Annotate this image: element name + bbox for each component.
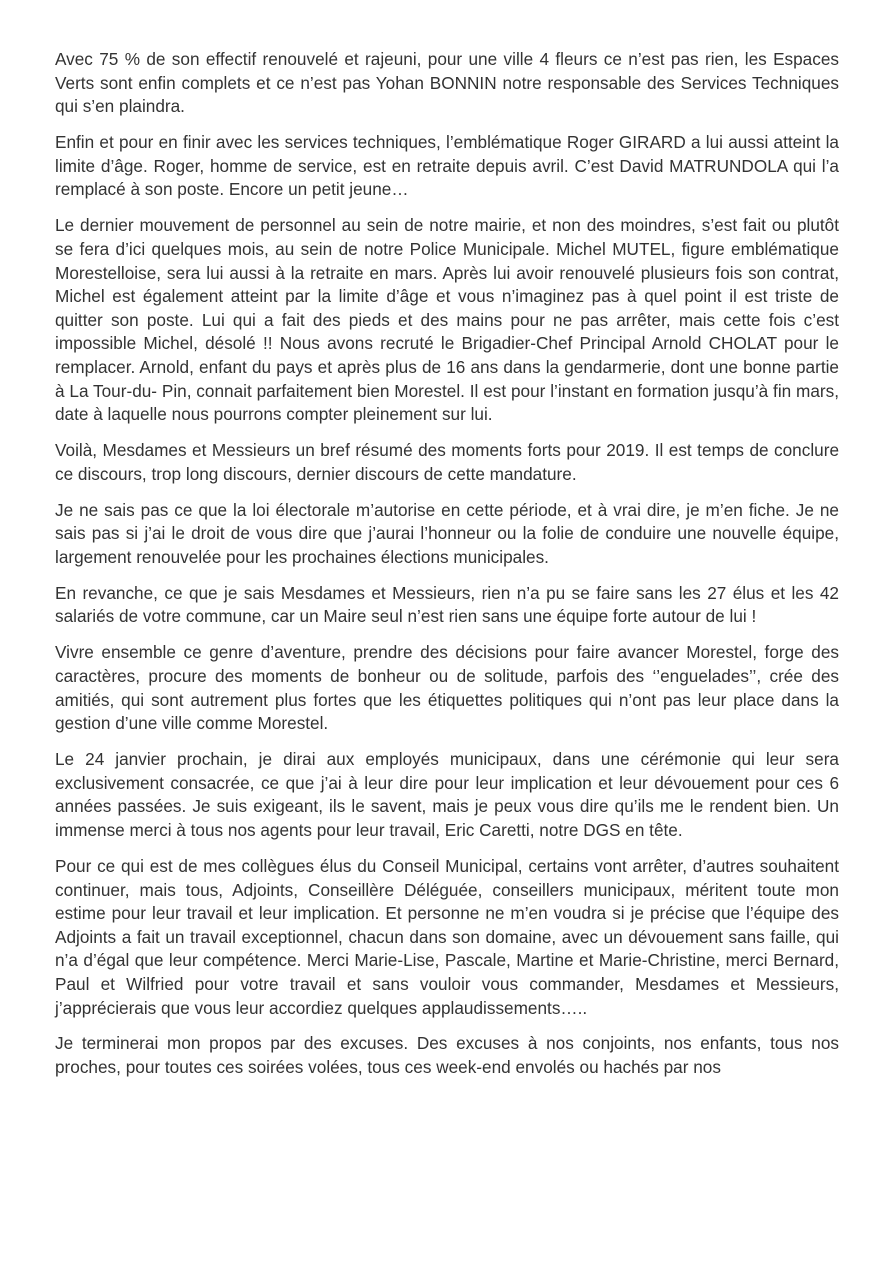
document-page [55, 48, 839, 1092]
paragraph-loi-electorale: Je ne sais pas ce que la loi électorale m’autorise en cette période, et à vrai dire, je m’en fiche. Je ne sais pas si j’ai le droit de vous dire que j’aurai l’honneur ou la folie de conduire une nouvelle équipe, largement renouvelée pour les prochaines élections municipales. [55, 499, 839, 567]
paragraph-resume-2019: Voilà, Mesdames et Messieurs un bref résumé des moments forts pour 2019. Il est temps de conclure ce discours, trop long discours, dernier discours de cette mandature. [55, 440, 839, 484]
paragraph-conseil-municipal: Pour ce qui est de mes collègues élus du Conseil Municipal, certains vont arrêter, d’autres souhaitent continuer, mais tous, Adjoints, Conseillère Déléguée, conseillers municipaux, méritent toute mon estime pour leur travail et leur implication. Et personne ne m’en voudra si je précise que l’équipe des Adjoints a fait un travail exceptionnel, chacun dans son domaine, avec un dévouement sans faille, qui n’a d’égal que leur compétence. Merci Marie-Lise, Pascale, Martine et Marie-Christine, merci Bernard, Paul et Wilfried pour votre travail et sans vouloir vous commander, Mesdames et Messieurs, j’apprécierais que vous leur accordiez quelques applaudissements….. [55, 855, 839, 1018]
paragraph-espaces-verts: Avec 75 % de son effectif renouvelé et rajeuni, pour une ville 4 fleurs ce n’est pas rien, les Espaces Verts sont enfin complets et ce n’est pas Yohan BONNIN notre responsable des Services Techniques qui s’en plaindra. [55, 49, 839, 117]
paragraph-excuses: Je terminerai mon propos par des excuses. Des excuses à nos conjoints, nos enfants, tous nos proches, pour toutes ces soirées volées, tous ces week-end envolés ou hachés par nos [55, 1033, 839, 1078]
paragraph-24-janvier: Le 24 janvier prochain, je dirai aux employés municipaux, dans une cérémonie qui leur sera exclusivement consacrée, ce que j’ai à leur dire pour leur implication et leur dévouement pour ces 6 années passées. Je suis exigeant, ils le savent, mais je peux vous dire qu’ils me le rendent bien. Un immense merci à tous nos agents pour leur travail, Eric Caretti, notre DGS en tête. [55, 749, 839, 840]
paragraph-roger-girard: Enfin et pour en finir avec les services techniques, l’emblématique Roger GIRARD a lui aussi atteint la limite d’âge. Roger, homme de service, est en retraite depuis avril. C’est David MATRUNDOLA qui l’a remplacé à son poste. Encore un petit jeune… [55, 132, 839, 200]
paragraph-police-municipale: Le dernier mouvement de personnel au sein de notre mairie, et non des moindres, s’est fait ou plutôt se fera d’ici quelques mois, au sein de notre Police Municipale. Michel MUTEL, figure emblématique Morestelloise, sera lui aussi à la retraite en mars. Après lui avoir renouvelé plusieurs fois son contrat, Michel est également atteint par la limite d’âge et vous n’imaginez pas à quel point il est triste de quitter son poste. Lui qui a fait des pieds et des mains pour ne pas arrêter, mais cette fois c’est impossible Michel, désolé !! Nous avons recruté le Brigadier-Chef Principal Arnold CHOLAT pour le remplacer. Arnold, enfant du pays et après plus de 16 ans dans la gendarmerie, dont une bonne partie à La Tour-du- Pin, connait parfaitement bien Morestel. Il est pour l’instant en formation jusqu’à fin mars, date à laquelle nous pourrons compter pleinement sur lui. [55, 215, 839, 425]
paragraph-elus-salaries: En revanche, ce que je sais Mesdames et Messieurs, rien n’a pu se faire sans les 27 élus et les 42 salariés de votre commune, car un Maire seul n’est rien sans une équipe forte autour de lui ! [55, 582, 839, 627]
paragraph-vivre-ensemble: Vivre ensemble ce genre d’aventure, prendre des décisions pour faire avancer Morestel, forge des caractères, procure des moments de bonheur ou de solitude, parfois des ‘’enguelades’’, crée des amitiés, qui sont autrement plus fortes que les étiquettes politiques qui n’ont pas leur place dans la gestion d’une ville comme Morestel. [55, 642, 839, 734]
